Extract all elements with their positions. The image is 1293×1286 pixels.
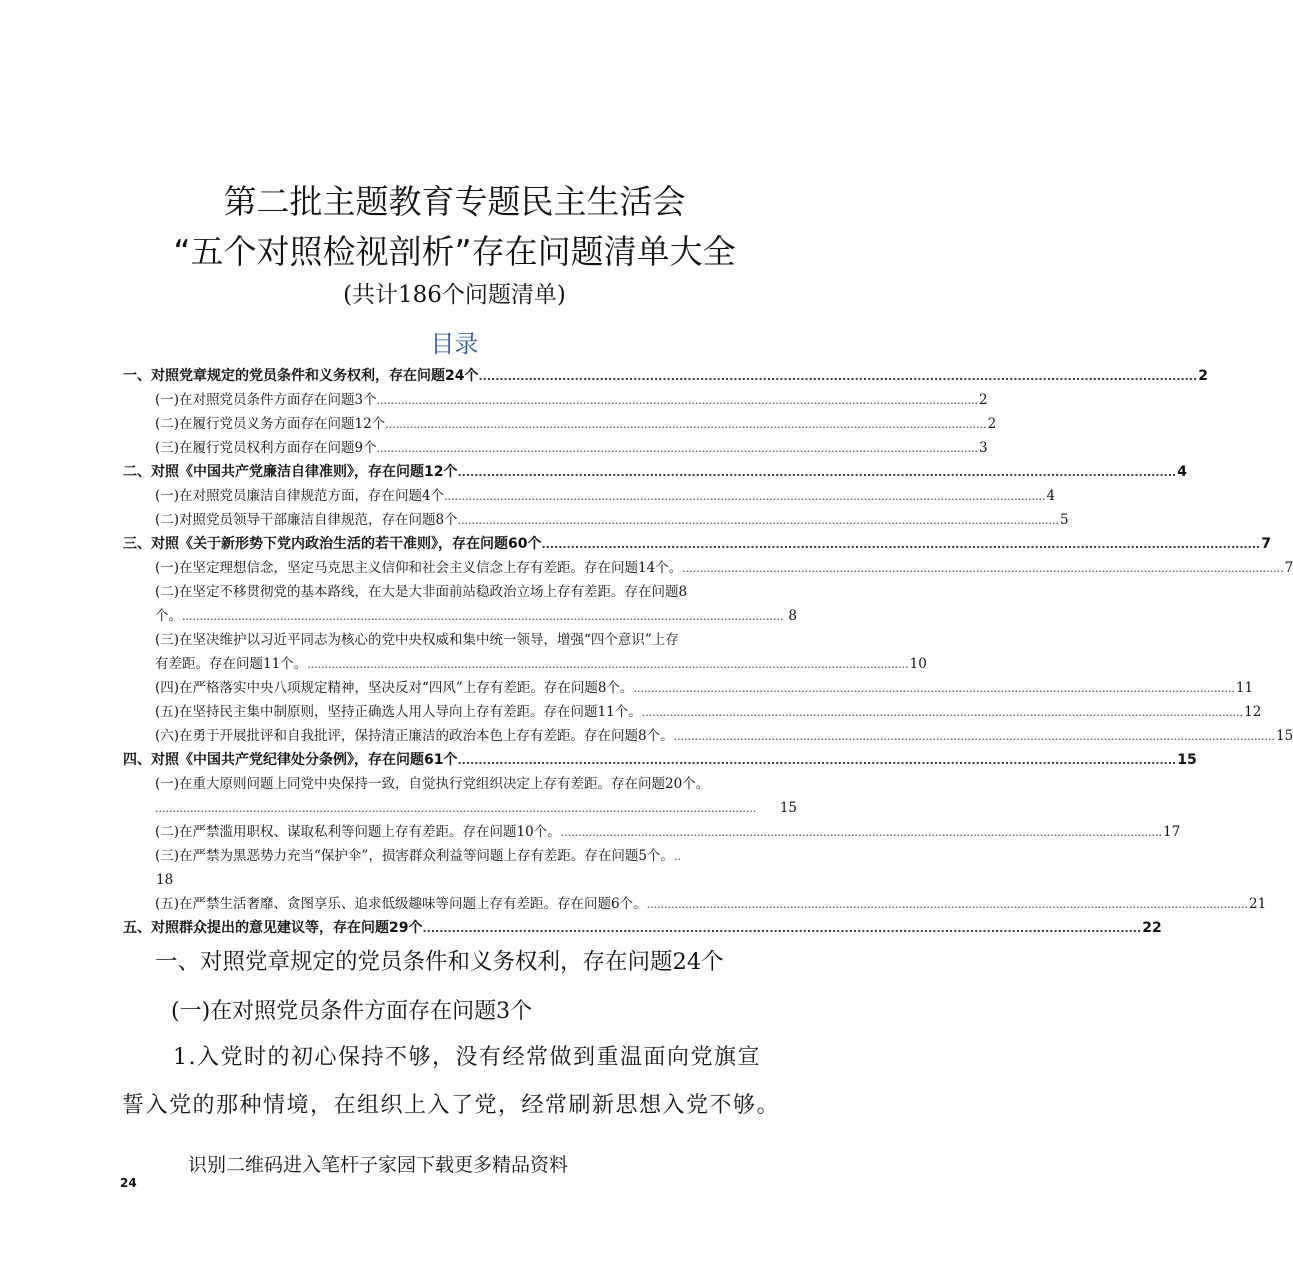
toc-leader: ............................................................................................................................................................................ xyxy=(641,706,1244,719)
toc-entry[interactable] xyxy=(155,484,1056,508)
toc-entry-continuation[interactable] xyxy=(155,796,797,820)
toc-page-number: 12 xyxy=(1244,704,1262,720)
toc-entry[interactable] xyxy=(155,628,797,652)
document-title-line2: “五个对照检视剖析”存在问题清单大全 xyxy=(173,232,736,271)
toc-entry-text: 五、对照群众提出的意见建议等，存在问题29个 xyxy=(123,920,423,936)
toc-entry-continuation[interactable] xyxy=(155,604,797,628)
toc-entry[interactable] xyxy=(155,508,1069,532)
toc-entry-text: 二、对照《中国共产党廉洁自律准则》，存在问题12个 xyxy=(123,464,458,480)
toc-entry-text: (三)在坚决维护以习近平同志为核心的党中央权威和集中统一领导，增强“四个意识”上存 xyxy=(155,632,679,648)
toc-leader: ............................................................................................................................................................................ xyxy=(385,418,987,431)
toc-leader: .. xyxy=(673,850,681,863)
toc-entry[interactable] xyxy=(155,892,1267,916)
toc-entry-text: (五)在坚持民主集中制原则，坚持正确选人用人导向上存有差距。存在问题11个。 xyxy=(155,704,642,720)
toc-entry-text: (一)在对照党员条件方面存在问题3个 xyxy=(155,392,377,408)
toc-entry[interactable] xyxy=(155,436,988,460)
toc-entry-text: (一)在重大原则问题上同党中央保持一致，自觉执行党组织决定上存有差距。存在问题20个。 xyxy=(155,776,710,792)
toc-entry-text: 一、对照党章规定的党员条件和义务权利，存在问题24个 xyxy=(123,368,479,384)
toc-page-number: 3 xyxy=(979,440,988,456)
toc-entry[interactable] xyxy=(155,724,1293,748)
toc-leader: ............................................................................................................................................................................ xyxy=(376,442,979,455)
toc-entry-text: 有差距。存在问题11个。 xyxy=(155,656,308,672)
toc-entry[interactable] xyxy=(155,556,1293,580)
toc-entry[interactable] xyxy=(155,676,1254,700)
subsection-heading: (一)在对照党员条件方面存在问题3个 xyxy=(171,999,533,1024)
toc-entry-continuation[interactable] xyxy=(155,652,927,676)
section-heading: 一、对照党章规定的党员条件和义务权利，存在问题24个 xyxy=(155,949,724,975)
toc-heading: 目录 xyxy=(430,330,479,358)
toc-leader: ............................................................................................................................................................................ xyxy=(478,370,1198,383)
toc-leader: ............................................................................................................................................................................ xyxy=(457,466,1177,479)
toc-entry-text: (一)在坚定理想信念，坚定马克思主义信仰和社会主义信念上存有差距。存在问题14个。 xyxy=(155,560,683,576)
toc-entry[interactable] xyxy=(155,388,988,412)
toc-entry[interactable] xyxy=(123,364,1208,388)
toc-leader: ............................................................................................................................................................................ xyxy=(541,538,1261,551)
toc-page-number: 2 xyxy=(1198,368,1208,384)
toc-leader: ............................................................................................................................................................................ xyxy=(155,802,757,815)
toc-page-number: 21 xyxy=(1249,896,1267,912)
toc-page-number: 22 xyxy=(1142,920,1162,936)
toc-page-number: 17 xyxy=(1163,824,1181,840)
toc-page-number: 2 xyxy=(987,416,997,432)
toc-entry-text: (六)在勇于开展批评和自我批评，保持清正廉洁的政治本色上存有差距。存在问题8个。 xyxy=(155,728,674,744)
toc-entry[interactable] xyxy=(123,748,1197,772)
toc-entry-text: (二)在履行党员义务方面存在问题12个 xyxy=(155,416,386,432)
toc-entry-text: (二)在坚定不移贯彻党的基本路线，在大是大非面前站稳政治立场上存有差距。存在问题8 xyxy=(155,584,688,600)
toc-leader: ............................................................................................................................................................................ xyxy=(646,898,1249,911)
toc-entry[interactable] xyxy=(155,700,1262,724)
toc-page-number: 2 xyxy=(979,392,988,408)
toc-entry[interactable] xyxy=(123,532,1271,556)
promo-footer: 识别二维码进入笔杆子家园下载更多精品资料 xyxy=(188,1154,569,1176)
body-paragraph-line: 誓入党的那种情境，在组织上入了党，经常刷新思想入党不够。 xyxy=(122,1093,781,1118)
toc-page-number: 15 xyxy=(779,800,797,816)
toc-entry-text: (一)在对照党员廉洁自律规范方面，存在问题4个 xyxy=(155,488,445,504)
toc-entry[interactable] xyxy=(155,580,797,604)
toc-entry-continuation[interactable] xyxy=(155,868,797,892)
toc-leader: ............................................................................................................................................................................ xyxy=(182,610,784,623)
toc-page-number: 4 xyxy=(1177,464,1187,480)
toc-entry[interactable] xyxy=(155,412,997,436)
toc-page-number: 8 xyxy=(788,608,797,624)
toc-entry-text: (二)在严禁滥用职权、谋取私利等问题上存有差距。存在问题10个。 xyxy=(155,824,561,840)
toc-leader: ............................................................................................................................................................................ xyxy=(422,922,1142,935)
toc-leader: ............................................................................................................................................................................ xyxy=(682,562,1284,575)
toc-entry-text: (三)在严禁为黑恶势力充当“保护伞”，损害群众利益等问题上存有差距。存在问题5个。 xyxy=(155,848,674,864)
document-subtitle: (共计186个问题清单) xyxy=(343,282,566,308)
toc-leader: ............................................................................................................................................................................ xyxy=(457,514,1060,527)
toc-page-number: 7 xyxy=(1261,536,1271,552)
toc-page-number: 15 xyxy=(1177,752,1197,768)
body-paragraph-line: 1.入党时的初心保持不够，没有经常做到重温面向党旗宣 xyxy=(173,1045,761,1070)
toc-leader: ............................................................................................................................................................................ xyxy=(457,754,1177,767)
toc-leader: ............................................................................................................................................................................ xyxy=(444,490,1046,503)
toc-page-number: 5 xyxy=(1060,512,1069,528)
toc-entry-text: 个。 xyxy=(155,608,182,624)
toc-page-number: 11 xyxy=(1235,680,1254,696)
toc-entry[interactable] xyxy=(123,460,1187,484)
toc-page-number: 15 xyxy=(1276,728,1293,744)
toc-entry[interactable] xyxy=(123,916,1162,940)
toc-entry-text: 三、对照《关于新形势下党内政治生活的若干准则》，存在问题60个 xyxy=(123,536,542,552)
toc-entry[interactable] xyxy=(155,844,797,868)
toc-leader: ............................................................................................................................................................................ xyxy=(307,658,909,671)
toc-page-number: 7 xyxy=(1284,560,1293,576)
toc-leader: ............................................................................................................................................................................ xyxy=(633,682,1235,695)
toc-leader: ............................................................................................................................................................................ xyxy=(376,394,979,407)
toc-page-number: 4 xyxy=(1046,488,1056,504)
document-title-line1: 第二批主题教育专题民主生活会 xyxy=(223,182,686,221)
toc-entry-text: (三)在履行党员权利方面存在问题9个 xyxy=(155,440,377,456)
toc-page-number: 18 xyxy=(156,872,174,888)
toc-entry-text: 四、对照《中国共产党纪律处分条例》，存在问题61个 xyxy=(123,752,458,768)
toc-leader: ............................................................................................................................................................................ xyxy=(560,826,1163,839)
toc-entry-text: (二)对照党员领导干部廉洁自律规范，存在问题8个 xyxy=(155,512,458,528)
toc-leader: ............................................................................................................................................................................ xyxy=(673,730,1276,743)
page-number: 24 xyxy=(120,1176,137,1190)
toc-entry-text: (四)在严格落实中央八项规定精神，坚决反对“四风”上存有差距。存在问题8个。 xyxy=(155,680,634,696)
toc-page-number: 10 xyxy=(909,656,927,672)
toc-entry-text: (五)在严禁生活奢靡、贪图享乐、追求低级趣味等问题上存有差距。存在问题6个。 xyxy=(155,896,647,912)
toc-entry[interactable] xyxy=(155,772,797,796)
toc-entry[interactable] xyxy=(155,820,1181,844)
